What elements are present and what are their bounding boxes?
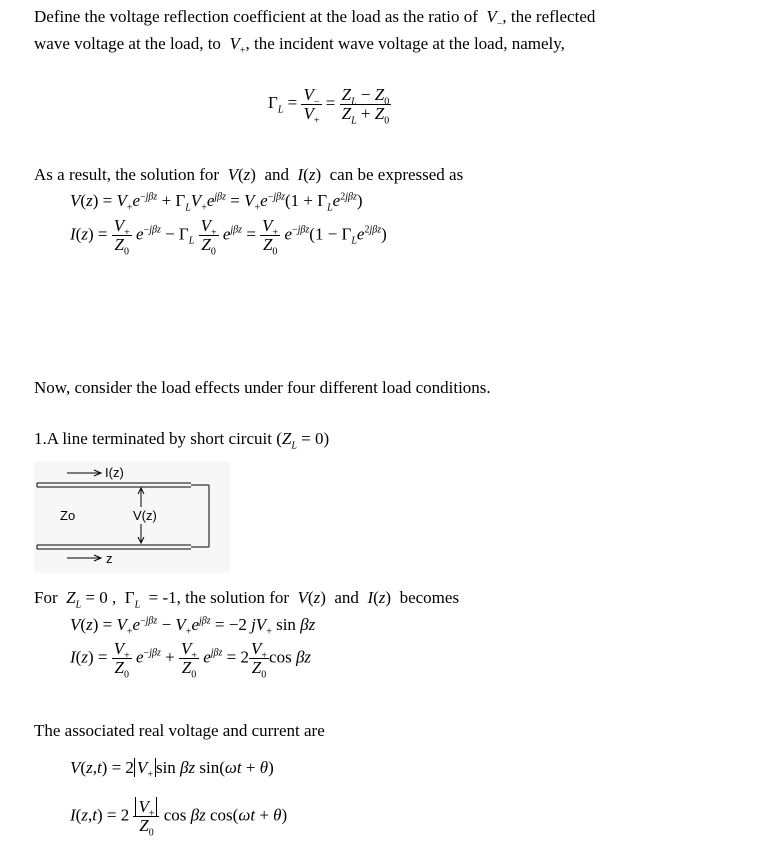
intro-line-1-text: Define the voltage reflection coefficient at the load as the ratio of: [34, 7, 478, 26]
v-plus-symbol: $V_+$: [229, 34, 246, 57]
zo-label: Zo: [60, 508, 76, 523]
current-label: I(z): [105, 465, 124, 480]
real-values-intro: The associated real voltage and current are: [34, 721, 325, 740]
case1-heading-text: 1.A line terminated by short circuit (: [34, 429, 282, 448]
real-voltage-equation: V(z,t) = 2 $V_+$ sin βz sin(ωt + θ): [70, 758, 274, 781]
short-circuit-condition-line: For $Z_L = 0$ , $\Gamma_L = -1$, the solution for V(z) and I(z) becomes: [34, 588, 460, 611]
gamma-value: = -1: [148, 588, 177, 607]
voltage-general-equation: $V(z) = V_+e^{-j\beta z} + \Gamma_LV_+e^{j\beta z} = V_+e^{-j\beta z}(1 + \Gamma_Le^{2j\beta z})$: [70, 191, 363, 214]
reflection-coefficient-equation: $\Gamma_L$ = $\frac{V_-}{V_+}$ = $\frac{Z_L - Z_0}{Z_L + Z_0}$: [268, 85, 390, 127]
intro-line-2-text: wave voltage at the load, to: [34, 34, 221, 53]
result-line: As a result, the solution for V(z) and I(z) can be expressed as: [34, 165, 464, 184]
becomes-text: becomes: [399, 588, 460, 607]
for-mid-text: , the solution for: [176, 588, 290, 607]
case1-heading-end: ): [323, 429, 330, 448]
voltage-label: V(z): [133, 508, 157, 523]
intro-line-1: [34, 7, 596, 30]
result-text-b: can be expressed as: [329, 165, 464, 184]
intro-line-2: [34, 34, 565, 57]
current-short-circuit-equation: I(z) = $\frac{V_+}{Z_0}$ $e^{-j\beta z}$ + $\frac{V_+}{Z_0}$ $e^{j\beta z} = 2$ $\frac{V_+}{Z_0}$ cos βz: [70, 639, 312, 681]
intro-line-2-tail: , the incident wave voltage at the load, namely,: [245, 34, 565, 53]
voltage-short-circuit-equation: $V(z) = V_+e^{-j\beta z} - V_+e^{j\beta z} = -2$ $jV_+$ sin βz: [70, 615, 316, 638]
current-general-equation: I(z) = $\frac{V_+}{Z_0}$ $e^{-j\beta z} - \Gamma_L$ $\frac{V_+}{Z_0}$ $e^{j\beta z}$ = $\frac{V_+}{Z_0}$ $e^{-j\beta z}(1 - \Gamma_Le^{2j\beta z})$: [70, 216, 387, 258]
now-consider-text: Now, consider the load effects under four different load conditions.: [34, 378, 491, 397]
z-axis-label: z: [106, 551, 113, 566]
result-text-a: As a result, the solution for: [34, 165, 220, 184]
intro-line-1-tail: , the reflected: [502, 7, 596, 26]
real-current-equation: I(z,t) = 2 $\frac{V_+}{Z_0}$ cos βz cos(ωt + θ): [70, 797, 288, 839]
for-text: For: [34, 588, 58, 607]
v-minus-symbol: $V_-$: [486, 7, 503, 30]
for-and-text: and: [334, 588, 359, 607]
short-circuit-line-diagram: [34, 461, 230, 573]
result-and: and: [264, 165, 289, 184]
case1-heading: 1.A line terminated by short circuit $(Z_L = 0)$: [34, 429, 330, 452]
